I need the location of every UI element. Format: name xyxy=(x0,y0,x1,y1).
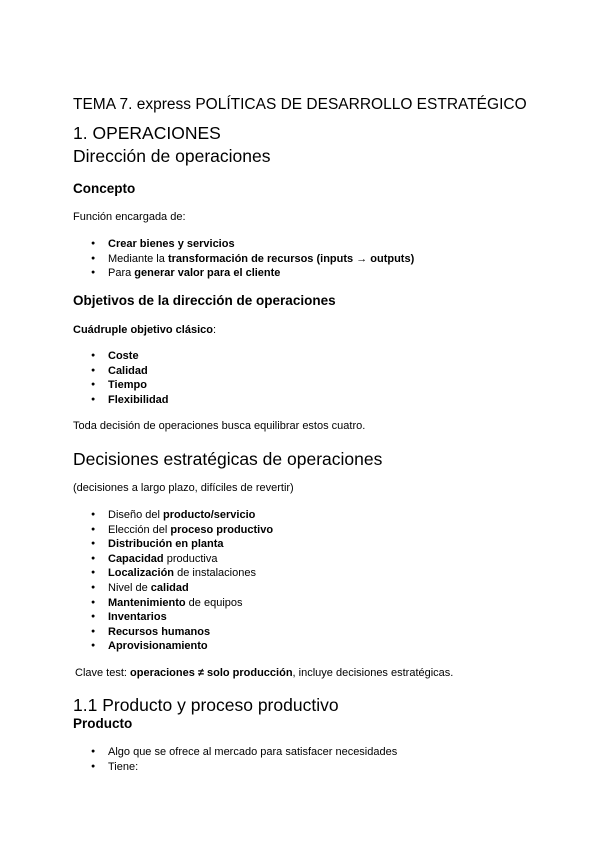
list-item: ● Calidad xyxy=(91,364,169,379)
decisiones-clave: Clave test: operaciones ≠ solo producción, incluye decisiones estratégicas. xyxy=(75,667,454,679)
list-item: ● Para generar valor para el cliente xyxy=(91,266,414,281)
list-item: ● Mediante la transformación de recursos (inputs → outputs) xyxy=(91,252,414,267)
producto-list xyxy=(91,745,397,774)
producto-section-heading: 1.1 Producto y proceso productivo xyxy=(73,695,339,715)
decisiones-list xyxy=(91,508,273,654)
list-item: ● Inventarios xyxy=(91,610,273,625)
concepto-heading: Concepto xyxy=(73,181,136,196)
concepto-list xyxy=(91,237,414,281)
list-item: ● Tiene: xyxy=(91,760,397,775)
list-item: ● Capacidad productiva xyxy=(91,552,273,567)
objetivos-note: Toda decisión de operaciones busca equilibrar estos cuatro. xyxy=(73,420,366,432)
list-item: ● Tiempo xyxy=(91,378,169,393)
list-item: ● Distribución en planta xyxy=(91,537,273,552)
list-item: ● Mantenimiento de equipos xyxy=(91,596,273,611)
list-item: ● Nivel de calidad xyxy=(91,581,273,596)
decisiones-heading: Decisiones estratégicas de operaciones xyxy=(73,449,383,469)
list-item: ● Localización de instalaciones xyxy=(91,566,273,581)
list-item: ● Coste xyxy=(91,349,169,364)
section-heading-operaciones: 1. OPERACIONES xyxy=(73,123,221,143)
section-subheading-direccion: Dirección de operaciones xyxy=(73,146,271,166)
list-item: ● Recursos humanos xyxy=(91,625,273,640)
list-item: ● Elección del proceso productivo xyxy=(91,523,273,538)
list-item: ● Crear bienes y servicios xyxy=(91,237,414,252)
list-item: ● Aprovisionamiento xyxy=(91,639,273,654)
list-item: ● Diseño del producto/servicio xyxy=(91,508,273,523)
concepto-intro: Función encargada de: xyxy=(73,211,186,223)
document-title: TEMA 7. express POLÍTICAS DE DESARROLLO ESTRATÉGICO xyxy=(73,96,527,113)
objetivos-intro: Cuádruple objetivo clásico: xyxy=(73,324,217,336)
list-item: ● Algo que se ofrece al mercado para satisfacer necesidades xyxy=(91,745,397,760)
objetivos-list xyxy=(91,349,169,407)
decisiones-intro: (decisiones a largo plazo, difíciles de revertir) xyxy=(73,482,294,494)
list-item: ● Flexibilidad xyxy=(91,393,169,408)
objetivos-heading: Objetivos de la dirección de operaciones xyxy=(73,293,336,308)
producto-subheading: Producto xyxy=(73,716,133,731)
